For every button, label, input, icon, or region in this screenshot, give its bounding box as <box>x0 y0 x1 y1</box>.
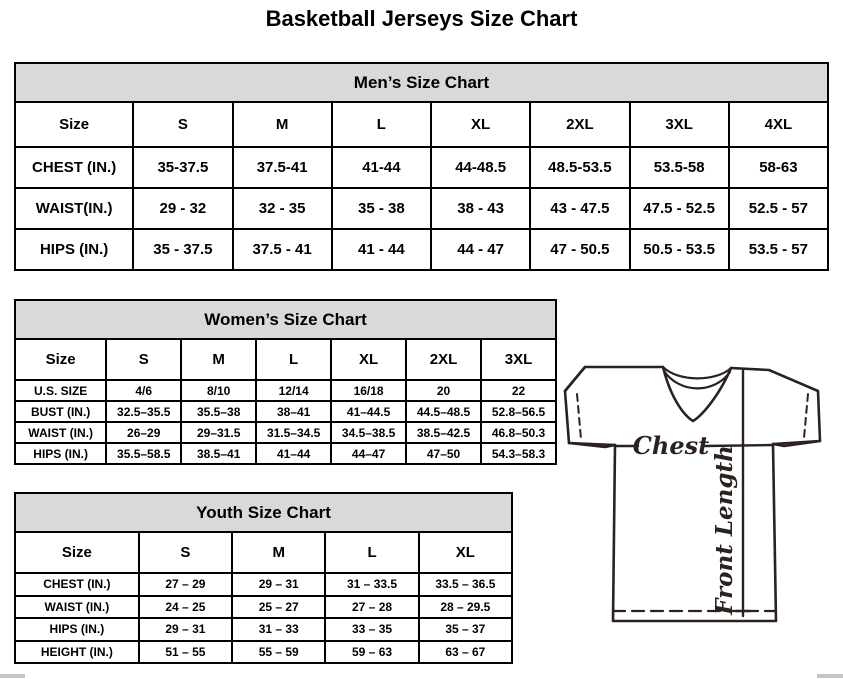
size-cell: 35 - 38 <box>332 188 431 229</box>
youth-size-table <box>14 531 513 664</box>
jersey-measurement-diagram <box>558 360 843 635</box>
womens-size-table <box>14 338 557 465</box>
row-label: HIPS (IN.) <box>15 229 133 270</box>
size-cell: 29–31.5 <box>181 422 256 443</box>
row-label: HIPS (IN.) <box>15 443 106 464</box>
table-row <box>15 229 828 270</box>
size-cell: 29 – 31 <box>139 618 232 641</box>
row-label: WAIST (IN.) <box>15 422 106 443</box>
size-cell: 52.5 - 57 <box>729 188 828 229</box>
youth-chart-title: Youth Size Chart <box>14 492 513 531</box>
size-cell: 37.5 - 41 <box>233 229 332 270</box>
row-label: WAIST (IN.) <box>15 596 139 619</box>
size-cell: 46.8–50.3 <box>481 422 556 443</box>
mens-chart-title: Men’s Size Chart <box>14 62 829 101</box>
size-cell: 20 <box>406 380 481 401</box>
size-cell: 33.5 – 36.5 <box>419 573 512 596</box>
size-cell: 12/14 <box>256 380 331 401</box>
size-cell: 44.5–48.5 <box>406 401 481 422</box>
size-cell: 47–50 <box>406 443 481 464</box>
size-cell: 51 – 55 <box>139 641 232 664</box>
column-header: L <box>256 339 331 380</box>
size-cell: 54.3–58.3 <box>481 443 556 464</box>
column-header: 2XL <box>406 339 481 380</box>
table-row <box>15 641 512 664</box>
size-cell: 48.5-53.5 <box>530 147 629 188</box>
column-header: 3XL <box>481 339 556 380</box>
row-label: CHEST (IN.) <box>15 147 133 188</box>
column-header-row <box>15 339 556 380</box>
youth-size-chart <box>14 492 513 664</box>
size-cell: 38.5–42.5 <box>406 422 481 443</box>
column-header: L <box>325 532 418 573</box>
column-header: 3XL <box>630 102 729 147</box>
womens-chart-title: Women’s Size Chart <box>14 299 557 338</box>
size-cell: 50.5 - 53.5 <box>630 229 729 270</box>
column-header: S <box>133 102 232 147</box>
size-cell: 29 – 31 <box>232 573 325 596</box>
size-cell: 52.8–56.5 <box>481 401 556 422</box>
size-cell: 38 - 43 <box>431 188 530 229</box>
size-cell: 41 - 44 <box>332 229 431 270</box>
column-header-row <box>15 532 512 573</box>
size-cell: 29 - 32 <box>133 188 232 229</box>
size-cell: 59 – 63 <box>325 641 418 664</box>
table-row <box>15 573 512 596</box>
size-cell: 35.5–58.5 <box>106 443 181 464</box>
mens-size-chart <box>14 62 829 271</box>
table-row <box>15 380 556 401</box>
size-cell: 43 - 47.5 <box>530 188 629 229</box>
size-cell: 32.5–35.5 <box>106 401 181 422</box>
size-cell: 41–44.5 <box>331 401 406 422</box>
column-header: S <box>139 532 232 573</box>
column-header: M <box>181 339 256 380</box>
size-cell: 31 – 33.5 <box>325 573 418 596</box>
size-cell: 33 – 35 <box>325 618 418 641</box>
size-cell: 16/18 <box>331 380 406 401</box>
front-length-label: Front Length <box>711 445 738 615</box>
column-header: XL <box>431 102 530 147</box>
size-cell: 53.5 - 57 <box>729 229 828 270</box>
size-cell: 35.5–38 <box>181 401 256 422</box>
table-row <box>15 618 512 641</box>
size-cell: 22 <box>481 380 556 401</box>
size-cell: 47.5 - 52.5 <box>630 188 729 229</box>
size-cell: 4/6 <box>106 380 181 401</box>
column-header-row <box>15 102 828 147</box>
size-cell: 47 - 50.5 <box>530 229 629 270</box>
row-label: WAIST(IN.) <box>15 188 133 229</box>
size-cell: 35 - 37.5 <box>133 229 232 270</box>
size-cell: 38–41 <box>256 401 331 422</box>
size-cell: 28 – 29.5 <box>419 596 512 619</box>
column-header: S <box>106 339 181 380</box>
table-row <box>15 401 556 422</box>
size-cell: 27 – 28 <box>325 596 418 619</box>
size-cell: 31.5–34.5 <box>256 422 331 443</box>
column-header: 4XL <box>729 102 828 147</box>
column-header: Size <box>15 339 106 380</box>
table-row <box>15 596 512 619</box>
womens-size-chart <box>14 299 557 465</box>
size-cell: 32 - 35 <box>233 188 332 229</box>
size-cell: 44 - 47 <box>431 229 530 270</box>
size-cell: 55 – 59 <box>232 641 325 664</box>
size-cell: 8/10 <box>181 380 256 401</box>
table-row <box>15 147 828 188</box>
size-cell: 58-63 <box>729 147 828 188</box>
size-cell: 41–44 <box>256 443 331 464</box>
size-cell: 44–47 <box>331 443 406 464</box>
size-cell: 27 – 29 <box>139 573 232 596</box>
column-header: XL <box>331 339 406 380</box>
chest-label: Chest <box>632 431 710 460</box>
horizontal-scrollbar-fragment-left[interactable] <box>0 674 25 678</box>
row-label: HIPS (IN.) <box>15 618 139 641</box>
horizontal-scrollbar-fragment-right[interactable] <box>817 674 843 678</box>
mens-size-table <box>14 101 829 271</box>
size-cell: 41-44 <box>332 147 431 188</box>
row-label: BUST (IN.) <box>15 401 106 422</box>
column-header: 2XL <box>530 102 629 147</box>
size-cell: 44-48.5 <box>431 147 530 188</box>
size-cell: 63 – 67 <box>419 641 512 664</box>
size-cell: 35-37.5 <box>133 147 232 188</box>
row-label: CHEST (IN.) <box>15 573 139 596</box>
page-title: Basketball Jerseys Size Chart <box>265 6 578 31</box>
size-cell: 34.5–38.5 <box>331 422 406 443</box>
size-cell: 26–29 <box>106 422 181 443</box>
table-row <box>15 188 828 229</box>
column-header: XL <box>419 532 512 573</box>
size-cell: 25 – 27 <box>232 596 325 619</box>
size-cell: 31 – 33 <box>232 618 325 641</box>
column-header: M <box>233 102 332 147</box>
size-cell: 35 – 37 <box>419 618 512 641</box>
row-label: U.S. SIZE <box>15 380 106 401</box>
column-header: Size <box>15 102 133 147</box>
row-label: HEIGHT (IN.) <box>15 641 139 664</box>
table-row <box>15 422 556 443</box>
size-cell: 37.5-41 <box>233 147 332 188</box>
table-row <box>15 443 556 464</box>
column-header: L <box>332 102 431 147</box>
column-header: M <box>232 532 325 573</box>
size-cell: 38.5–41 <box>181 443 256 464</box>
jersey-outline-icon <box>558 360 843 635</box>
column-header: Size <box>15 532 139 573</box>
size-cell: 53.5-58 <box>630 147 729 188</box>
size-cell: 24 – 25 <box>139 596 232 619</box>
